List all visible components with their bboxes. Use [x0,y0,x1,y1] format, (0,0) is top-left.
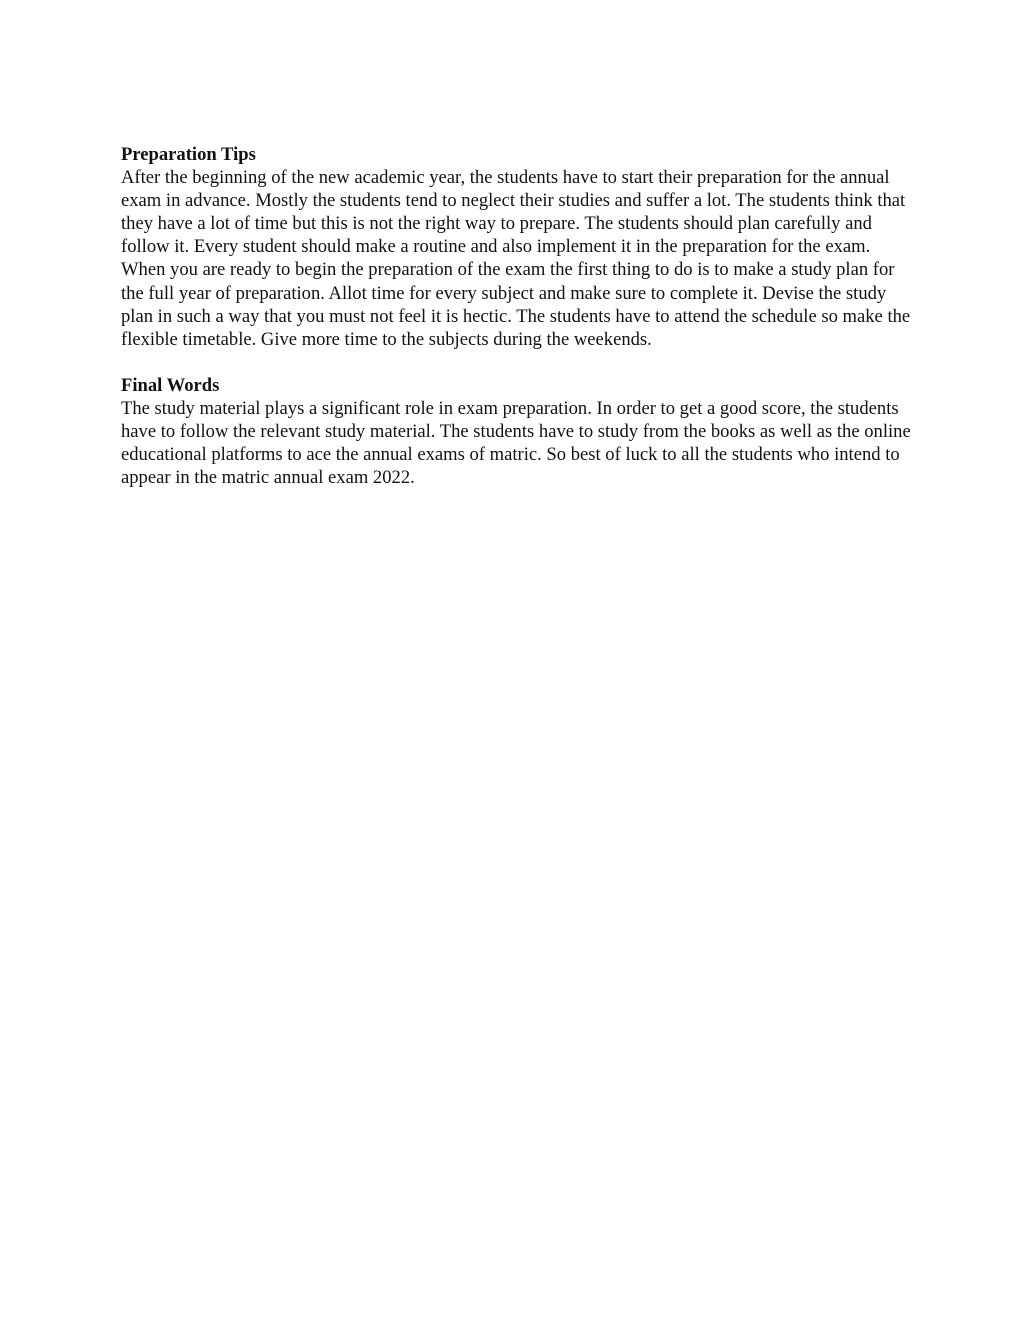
paragraph: The study material plays a significant role in exam preparation. In order to get a good score, the students have to follow the relevant study material. The students have to study from the books as well as the online educational platforms to ace the annual exams of matric. So best of luck to all the students who intend to appear in the matric annual exam 2022. [121,398,911,489]
paragraph: After the beginning of the new academic year, the students have to start their preparation for the annual exam in advance. Mostly the students tend to neglect their studies and suffer a lot. The students think that they have a lot of time but this is not the right way to prepare. The students should plan carefully and follow it. Every student should make a routine and also implement it in the preparation for the exam. [121,167,906,258]
section-heading: Final Words [121,374,220,396]
document-page [121,143,911,489]
section-heading: Preparation Tips [121,144,256,165]
section-preparation-tips [121,143,911,351]
section-final-words [121,374,911,489]
paragraph: When you are ready to begin the preparation of the exam the first thing to do is to make a study plan for the full year of preparation. Allot time for every subject and make sure to complete it. Devise the study plan in such a way that you must not feel it is hectic. The students have to attend the schedule so make the flexible timetable. Give more time to the subjects during the weekends. [121,259,911,350]
section-spacer [121,351,911,374]
